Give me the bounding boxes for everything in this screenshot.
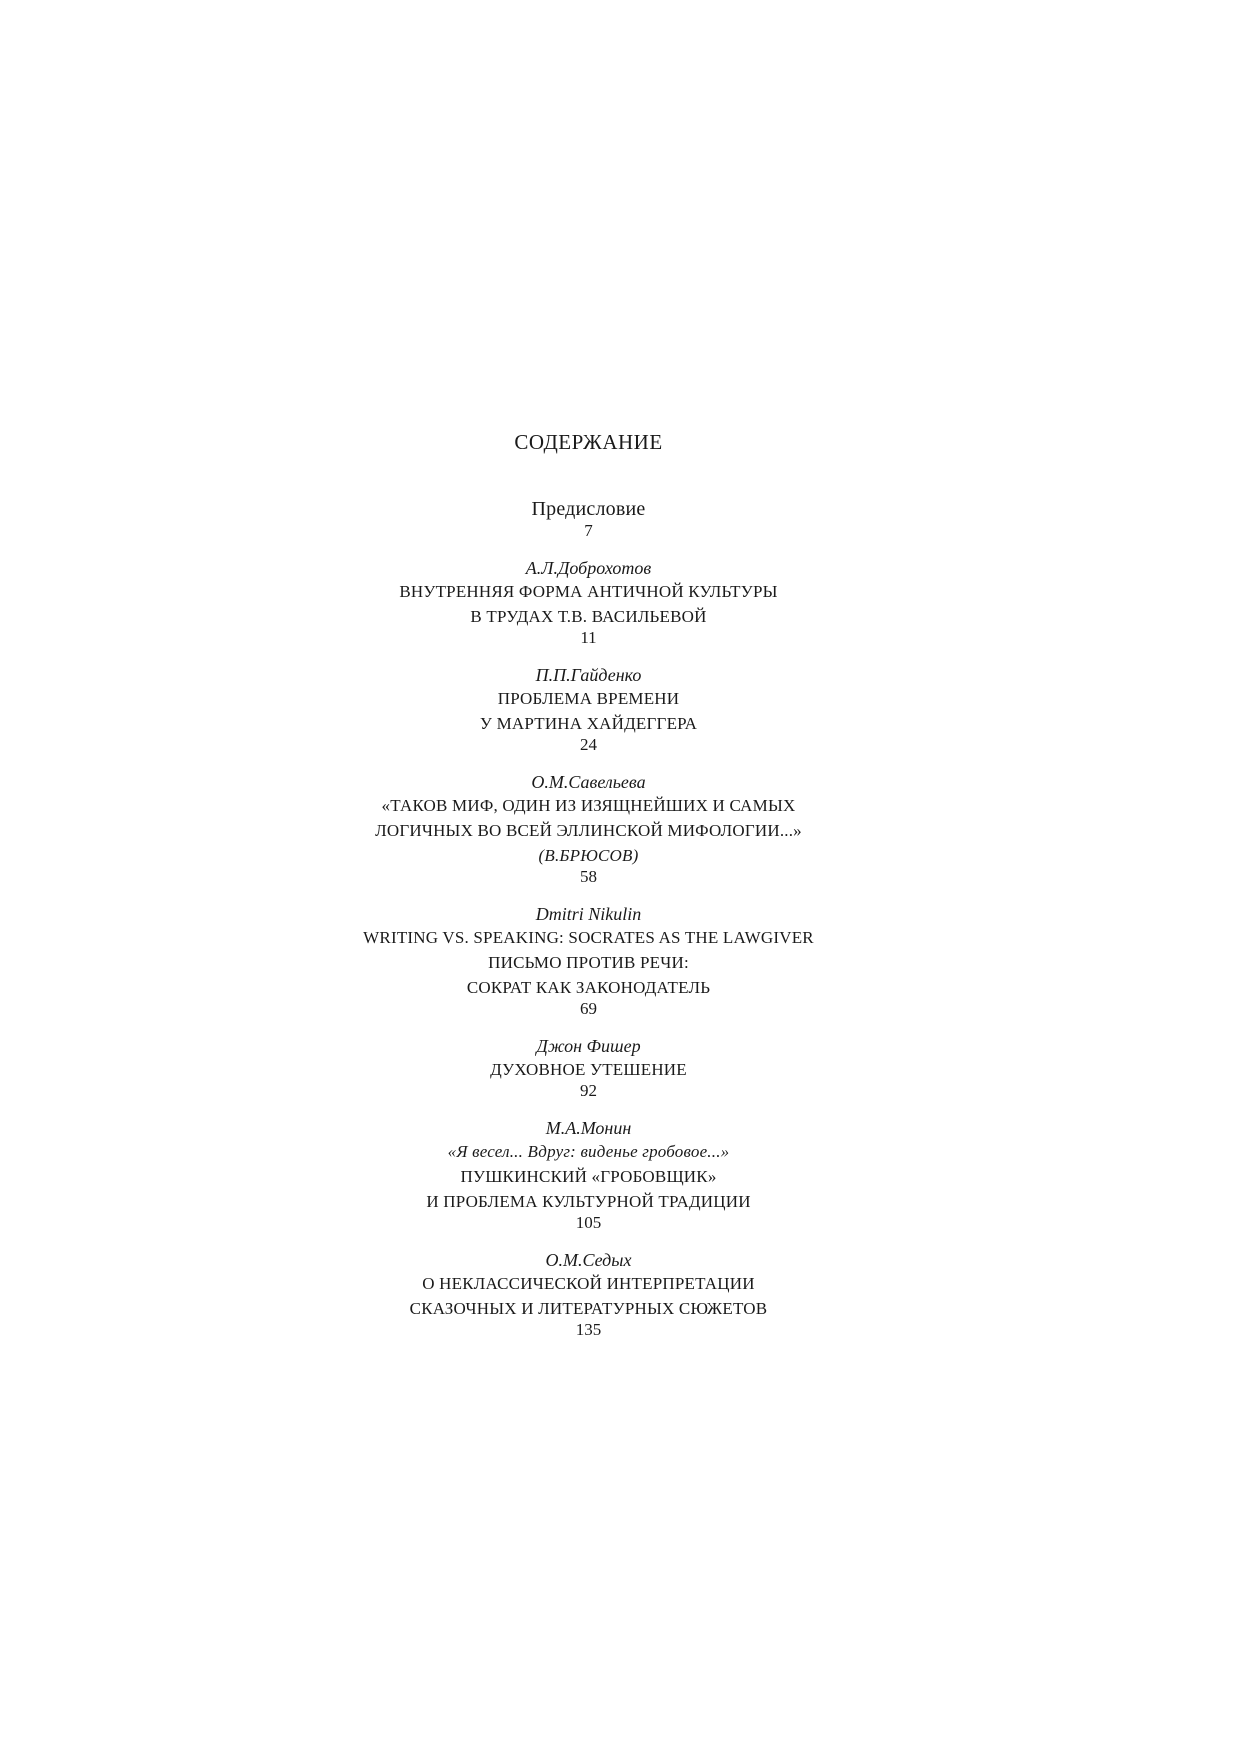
- toc-entry-title-line: В ТРУДАХ Т.В. ВАСИЛЬЕВОЙ: [470, 607, 707, 626]
- toc-entry: [0, 557, 1177, 647]
- toc-entry-title-line: ДУХОВНОЕ УТЕШЕНИЕ: [490, 1060, 687, 1079]
- toc-entry-author: О.М.Савельева: [531, 772, 646, 792]
- toc-entry-title-line: ПИСЬМО ПРОТИВ РЕЧИ:: [488, 953, 689, 972]
- toc-entry-title-line: СОКРАТ КАК ЗАКОНОДАТЕЛЬ: [466, 978, 711, 997]
- toc-entry: [0, 903, 1177, 1018]
- toc-entry-title-line: ПРОБЛЕМА ВРЕМЕНИ: [497, 689, 680, 708]
- toc-entry-author: Джон Фишер: [536, 1036, 641, 1056]
- toc-entry-title-line: ВНУТРЕННЯЯ ФОРМА АНТИЧНОЙ КУЛЬТУРЫ: [399, 582, 778, 601]
- toc-entry-page-number: 24: [580, 735, 597, 754]
- toc-entry: [0, 1117, 1177, 1232]
- toc-title: СОДЕРЖАНИЕ: [514, 430, 663, 454]
- toc-entry: [0, 497, 1177, 540]
- toc-entry-title-line: У МАРТИНА ХАЙДЕГГЕРА: [479, 714, 698, 733]
- toc-entries: [0, 497, 1177, 1339]
- toc-entry-title-line: (В.БРЮСОВ): [538, 846, 639, 865]
- toc-entry-author: Dmitri Nikulin: [535, 904, 642, 924]
- toc-entry-page-number: 92: [580, 1081, 597, 1100]
- toc-entry-author: А.Л.Доброхотов: [525, 558, 652, 578]
- toc-entry-author: М.А.Монин: [545, 1118, 632, 1138]
- table-of-contents: [0, 427, 1241, 1356]
- toc-entry: [0, 664, 1177, 754]
- toc-entry-title-line: О НЕКЛАССИЧЕСКОЙ ИНТЕРПРЕТАЦИИ: [422, 1274, 755, 1293]
- toc-entry: [0, 1249, 1177, 1339]
- toc-entry-author: О.М.Седых: [545, 1250, 632, 1270]
- toc-entry-author: П.П.Гайденко: [535, 665, 642, 685]
- toc-entry-title-line: «ТАКОВ МИФ, ОДИН ИЗ ИЗЯЩНЕЙШИХ И САМЫХ: [381, 796, 796, 815]
- toc-entry-page-number: 11: [580, 628, 597, 647]
- toc-entry: [0, 771, 1177, 886]
- toc-entry-title-line: СКАЗОЧНЫХ И ЛИТЕРАТУРНЫХ СЮЖЕТОВ: [409, 1299, 768, 1318]
- toc-entry-title-line: ЛОГИЧНЫХ ВО ВСЕЙ ЭЛЛИНСКОЙ МИФОЛОГИИ...»: [375, 821, 802, 840]
- toc-entry-title-line: «Я весел... Вдруг: виденье гробовое...»: [447, 1142, 730, 1161]
- toc-entry-title-line: И ПРОБЛЕМА КУЛЬТУРНОЙ ТРАДИЦИИ: [426, 1192, 751, 1211]
- toc-entry-page-number: 7: [584, 521, 593, 540]
- toc-entry-page-number: 69: [580, 999, 597, 1018]
- toc-entry-page-number: 58: [580, 867, 597, 886]
- toc-entry-title-line: WRITING VS. SPEAKING: SOCRATES AS THE LAWGIVER: [363, 928, 814, 947]
- toc-entry-title-line: Предисловие: [531, 498, 646, 520]
- toc-entry: [0, 1035, 1177, 1100]
- toc-entry-page-number: 135: [575, 1320, 602, 1339]
- toc-entry-title-line: ПУШКИНСКИЙ «ГРОБОВЩИК»: [460, 1167, 717, 1186]
- toc-entry-page-number: 105: [575, 1213, 602, 1232]
